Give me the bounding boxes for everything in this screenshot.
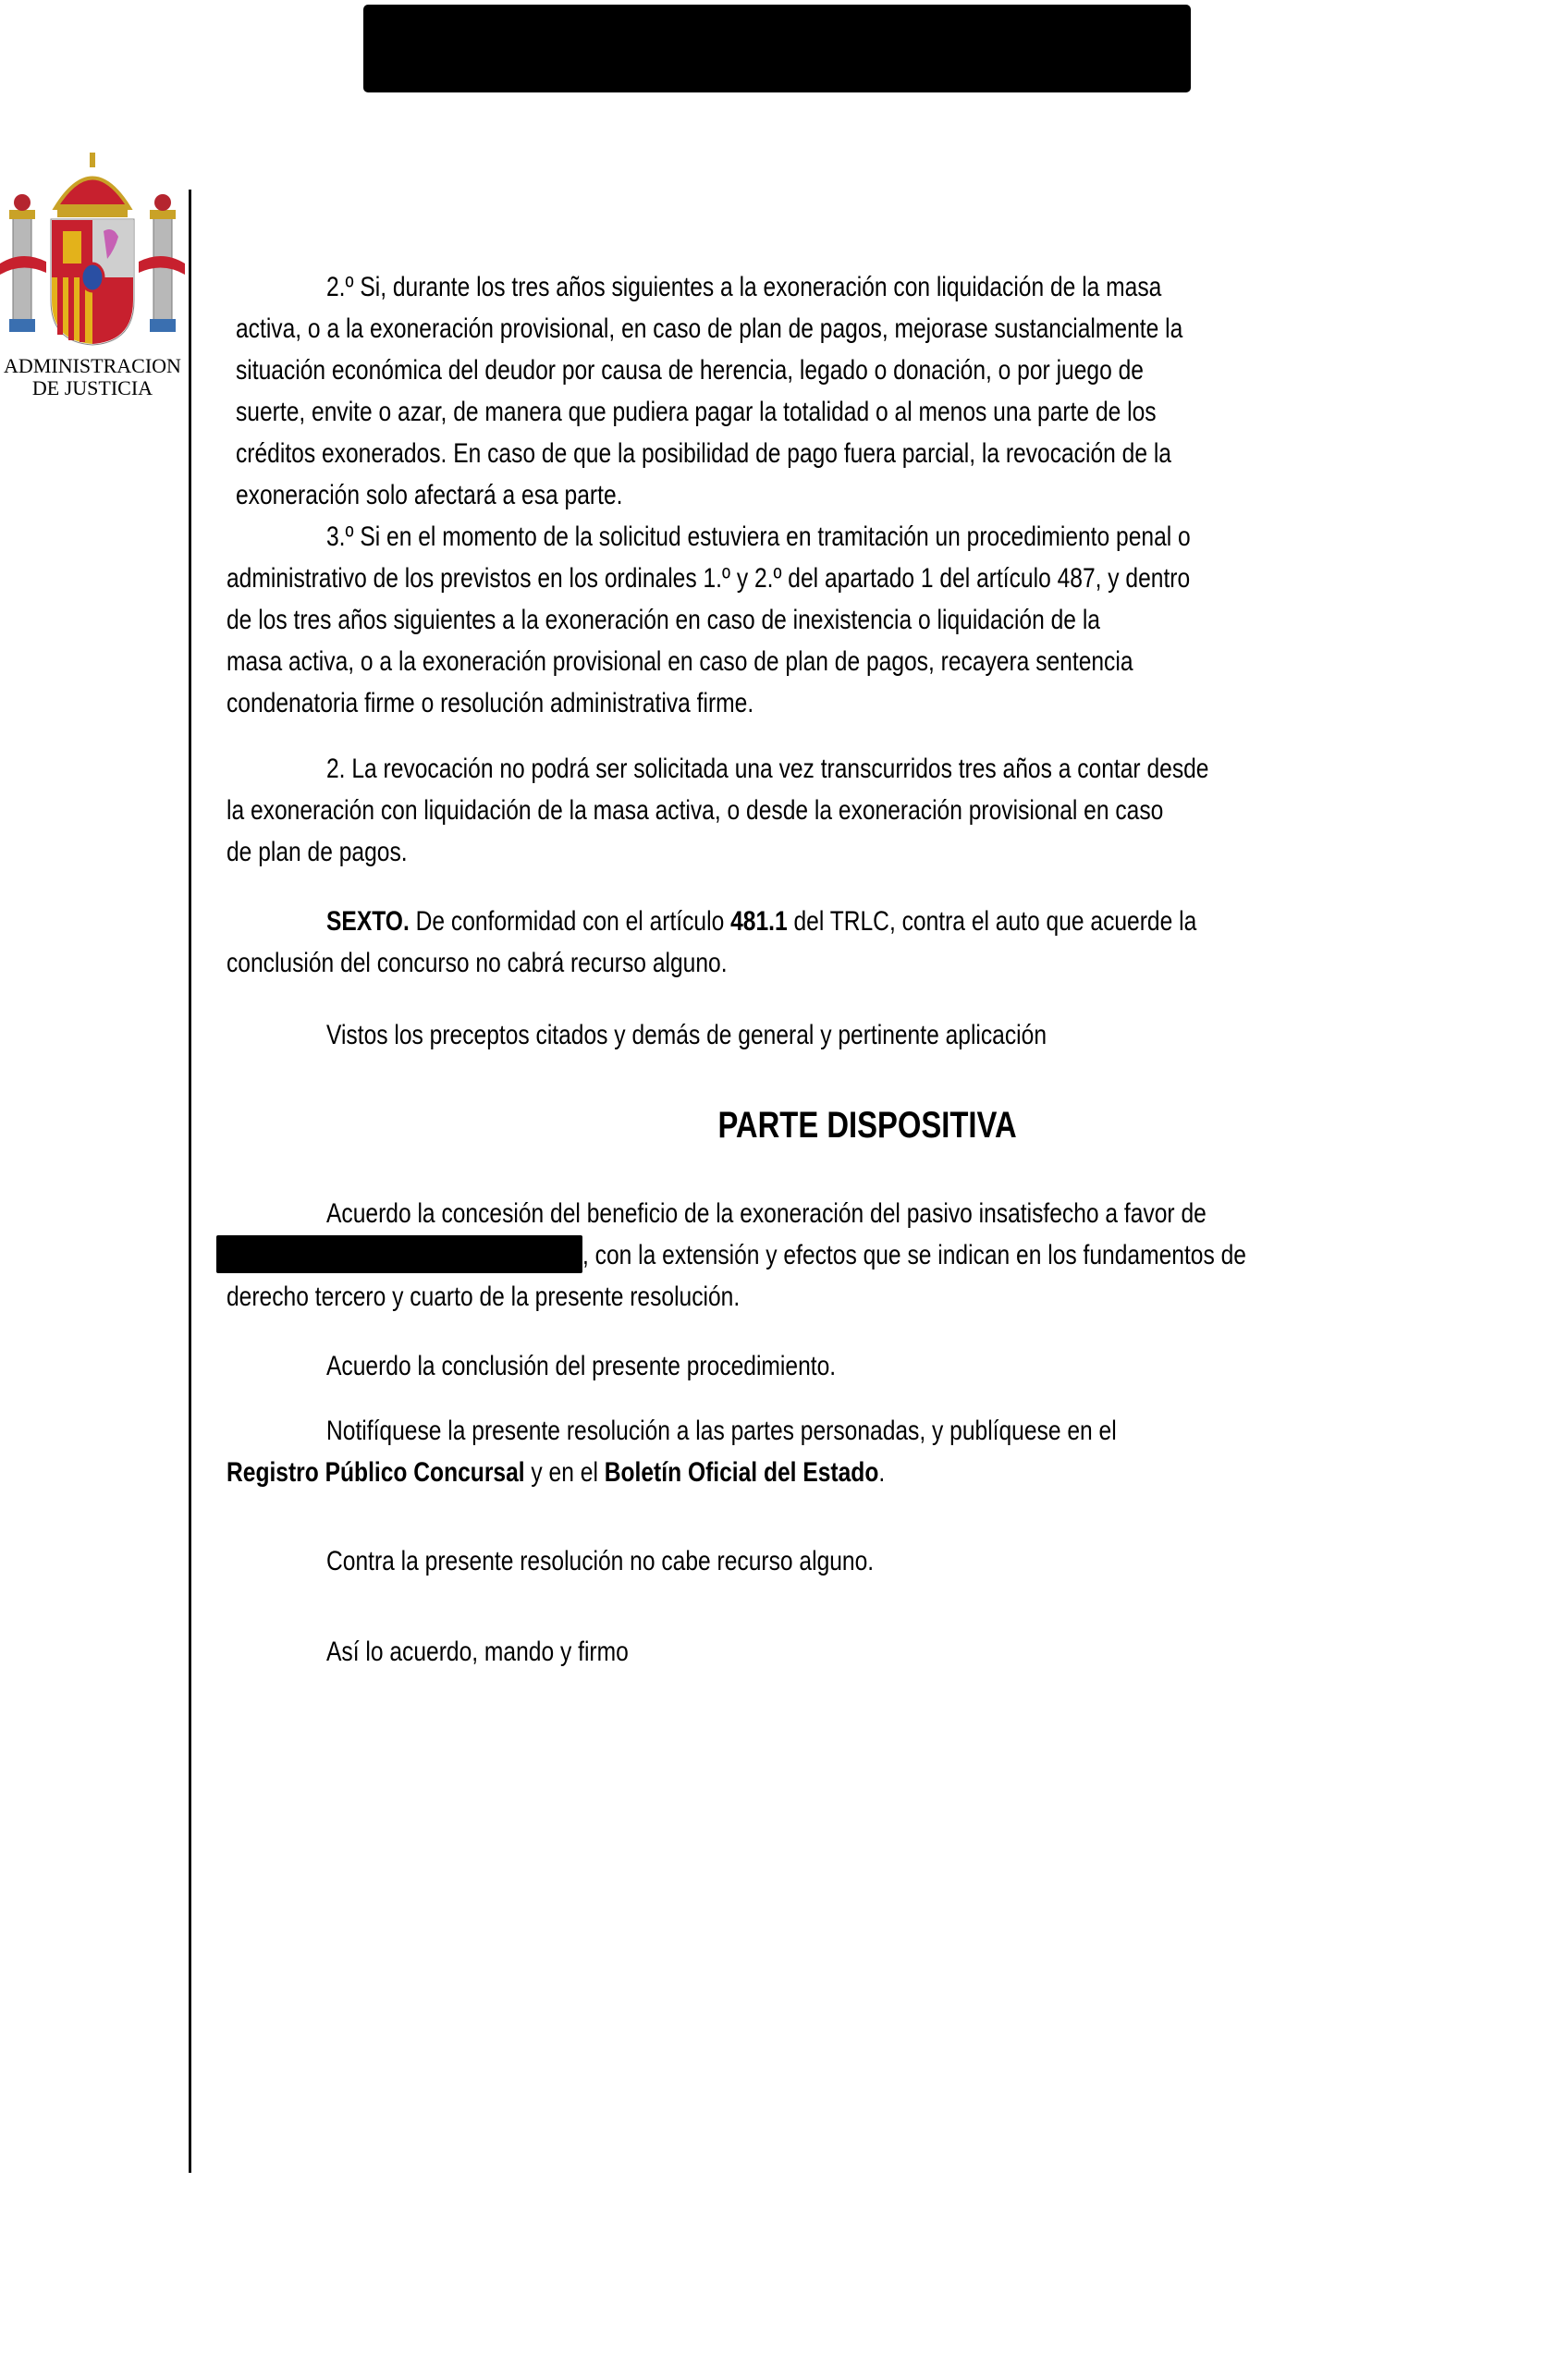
boletin-oficial-estado: Boletín Oficial del Estado	[604, 1457, 879, 1488]
text-line: 2. La revocación no podrá ser solicitada una vez transcurridos tres años a contar desde	[326, 754, 1209, 784]
text-line: conclusión del concurso no cabrá recurso alguno.	[227, 948, 728, 978]
text-segment: .	[878, 1457, 886, 1488]
text-line: derecho tercero y cuarto de la presente resolución.	[227, 1282, 741, 1312]
coat-of-arms-icon	[0, 153, 185, 351]
text-line: administrativo de los previstos en los ordinales 1.º y 2.º del apartado 1 del artículo 487, y dentro	[227, 563, 1191, 594]
logo-text-line2: DE JUSTICIA	[31, 376, 153, 399]
text-line: la exoneración con liquidación de la masa activa, o desde la exoneración provisional en caso	[227, 795, 1164, 826]
text-line: créditos exonerados. En caso de que la posibilidad de pago fuera parcial, la revocación de la	[236, 438, 1171, 469]
logo-text-line1: ADMINISTRACION	[4, 354, 181, 377]
text-line: 3.º Si en el momento de la solicitud estuviera en tramitación un procedimiento penal o	[326, 521, 1191, 552]
text-line: activa, o a la exoneración provisional, en caso de plan de pagos, mejorase sustancialmente la	[236, 313, 1183, 344]
text-line	[326, 901, 1196, 942]
text-segment: del TRLC, contra el auto que acuerde la	[787, 906, 1197, 937]
text-line: situación económica del deudor por causa de herencia, legado o donación, o por juego de	[236, 355, 1144, 386]
registro-publico-concursal: Registro Público Concursal	[227, 1457, 525, 1488]
text-line: condenatoria firme o resolución administrativa firme.	[227, 688, 754, 718]
paragraph-no-recurso: Contra la presente resolución no cabe recurso alguno.	[326, 1546, 875, 1576]
section-heading-parte-dispositiva	[0, 1105, 1568, 1147]
text-line: de los tres años siguientes a la exoneración en caso de inexistencia o liquidación de la	[227, 605, 1100, 635]
text-line: de plan de pagos.	[227, 837, 408, 867]
article-number: 481.1	[730, 906, 788, 937]
redacted-debtor-name	[216, 1235, 582, 1273]
text-line: Notifíquese la presente resolución a las partes personadas, y publíquese en el	[326, 1416, 1117, 1446]
text-line: suerte, envite o azar, de manera que pudiera pagar la totalidad o al menos una parte de los	[236, 397, 1157, 427]
text-segment: De conformidad con el artículo	[409, 906, 731, 937]
text-line	[227, 1453, 885, 1493]
margin-divider-line	[189, 190, 191, 2173]
text-line: 2.º Si, durante los tres años siguientes a la exoneración con liquidación de la masa	[326, 272, 1162, 302]
paragraph-acuerdo-conclusion: Acuerdo la conclusión del presente procedimiento.	[326, 1351, 837, 1381]
administracion-justicia-logo	[0, 153, 185, 402]
text-line: exoneración solo afectará a esa parte.	[236, 480, 623, 510]
paragraph-vistos: Vistos los preceptos citados y demás de general y pertinente aplicación	[326, 1020, 1047, 1050]
text-line: masa activa, o a la exoneración provisional en caso de plan de pagos, recayera sentencia	[227, 646, 1133, 677]
text-line: Acuerdo la concesión del beneficio de la exoneración del pasivo insatisfecho a favor de	[326, 1198, 1207, 1229]
text-line: , con la extensión y efectos que se indican en los fundamentos de	[582, 1240, 1246, 1270]
paragraph-firma: Así lo acuerdo, mando y firmo	[326, 1637, 629, 1667]
heading-text: PARTE DISPOSITIVA	[717, 1105, 1017, 1146]
redacted-header-block	[363, 5, 1191, 92]
sexto-label: SEXTO.	[326, 906, 410, 937]
text-segment: y en el	[524, 1457, 605, 1488]
